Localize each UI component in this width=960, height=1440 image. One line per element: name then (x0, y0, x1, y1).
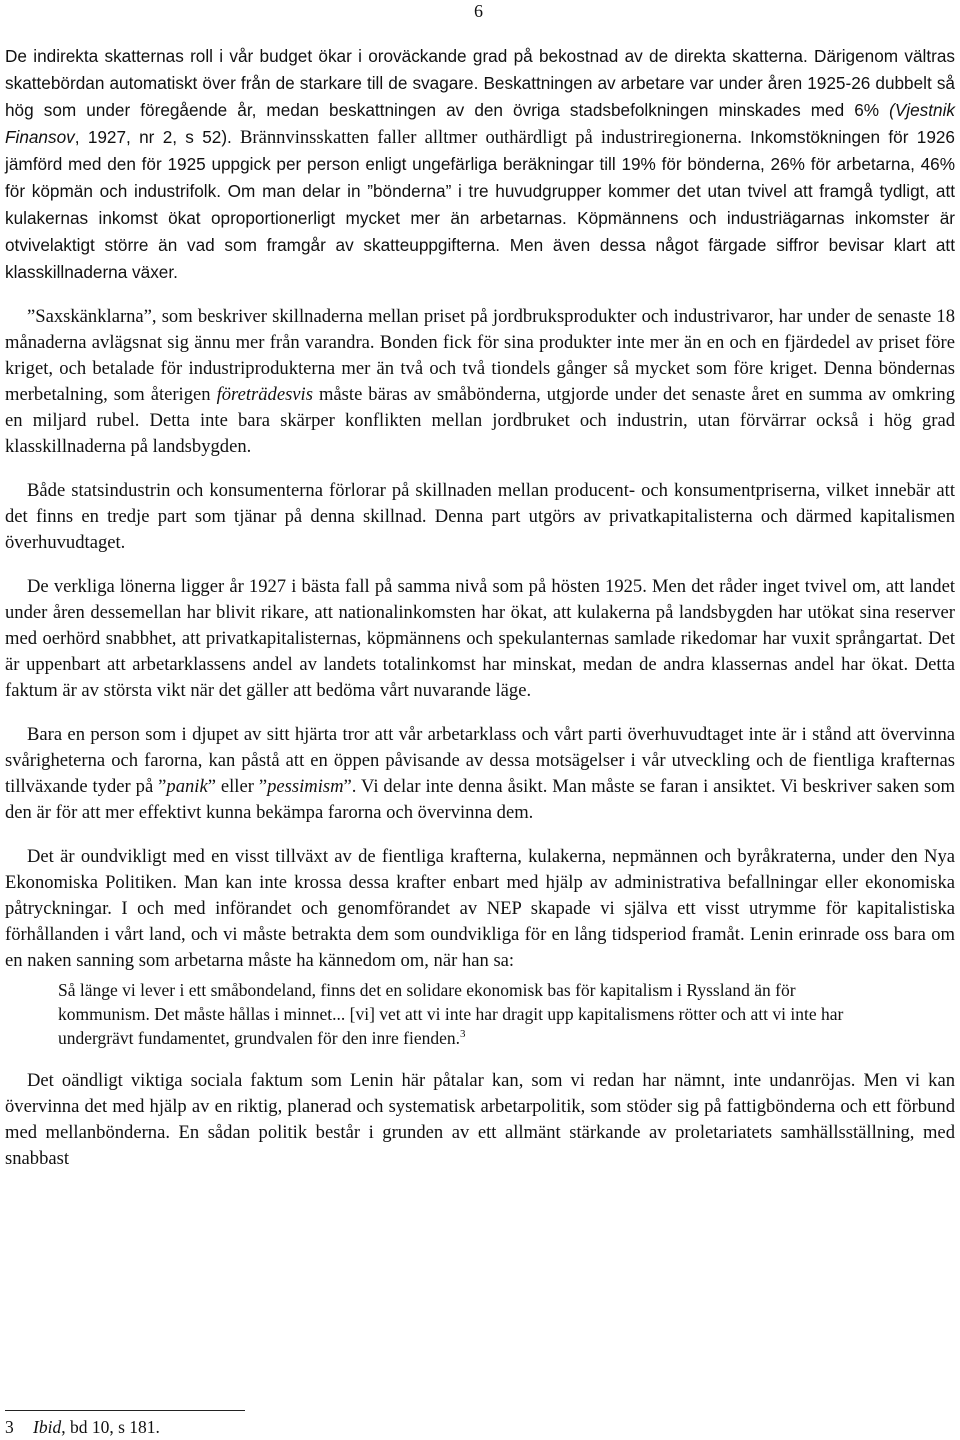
paragraph-state-industry: Både statsindustrin och konsumenterna förlorar på skillnaden mellan producent- och konsumentpriserna, vilket innebär att det finns en tredje part som tjänar på denna skillnad. Denna part utgörs av privatkapitalisterna och därmed kapitalismen överhuvudtaget. (5, 480, 955, 553)
emphasis-pessimism: pessimism (267, 776, 344, 797)
emphasis-panik: panik (166, 776, 208, 797)
lenin-quote: Så länge vi lever i ett småbondeland, finns det en solidare ekonomisk bas för kapitalism i Ryssland än för kommunism. Det måste hållas i minnet... [vi] vet att vi inte har dragit upp kapitalismens rötter och att vi inte har undergrävt fundamentet, grundvalen för den inre fienden.$^3$ (58, 980, 844, 1048)
body-text (5, 43, 955, 1172)
footnote-number: 3 (5, 1417, 14, 1437)
footnote (5, 1416, 160, 1438)
page-number: 6 (474, 1, 483, 21)
paragraph-price-scissors: ”Saxskänklarna”, som beskriver skillnaderna mellan priset på jordbruksprodukter och industrivaror, har under de senaste 18 månaderna avlägsnat sig ännu mer från varandra. Bonden fick för sina produkter inte mer än en och en fjärdedel av priset före kriget, och betalade för industriprodukterna mer än två och två tiondels gånger så mycket som före kriget. Denna böndernas merbetalning, som återigen företrädesvis måste bäras av småbönderna, utgjorde under det senaste året en summa av omkring en miljard rubel. Detta inte bara skärper konflikten mellan jordbruket och industrin, utan förvärrar också i hög grad klasskillnaderna på landsbygden. (5, 306, 955, 457)
paragraph-panic-pessimism: Bara en person som i djupet av sitt hjärta tror att vår arbetarklass och vårt parti överhuvudtaget inte är i stånd att övervinna svårigheterna och farorna, kan påstå att en öppen påvisande av dessa motsägelser i vår utveckling och de fientliga krafternas tillväxande tyder på ”panik” eller ”pessimism”. Vi delar inte denna åsikt. Man måste se faran i ansiktet. Vi beskriver saken som den är för att mer effektivt kunna bekämpa farorna och övervinna dem. (5, 724, 955, 823)
paragraph-1-sentence-1: De indirekta skatternas roll i vår budget ökar i oroväckande grad på bekostnad av de direkta skatterna. Därigenom vältras skattebördan automatiskt över från de starkare till de svagare. Beskattningen av arbetare var under åren 1925-26 dubbelt så hög som under föregående år, medan beskattningen av den övriga stadsbefolkningen minskades med 6% (Vjestnik Finansov, 1927, nr 2, s 52). (5, 46, 955, 147)
paragraph-real-wages: De verkliga lönerna ligger år 1927 i bästa fall på samma nivå som på hösten 1925. Men det råder inget tvivel om, att landet under åren dessemellan har blivit rikare, att nationalinkomsten har ökat, att kulakerna på landsbygden har utökat sina reserver med oerhörd snabbhet, att privatkapitalisternas, köpmännens och spekulanternas samlade rikedomar har vuxit språngartat. Det är uppenbart att arbetarklassens andel av landets totalinkomst har minskat, medan de andra klassernas andel har ökat. Detta faktum är av största vikt när det gäller att bedöma vårt nuvarande läge. (5, 576, 955, 701)
emphasis-text: företrädesvis (216, 384, 313, 405)
paragraph-indirect-taxes (5, 43, 955, 286)
footnote-divider (5, 1410, 245, 1411)
paragraph-1-sentence-3: Inkomstökningen för 1926 jämförd med den för 1925 uppgick per person enligt ungefärliga beräkningar till 19% för bönderna, 26% för arbetarna, 46% för köpmän och industrifolk. Om man delar in ”bönderna” i tre huvudgrupper kommer det utan tvivel att framgå tydligt, att kulakernas inkomst ökat oproportionerligt mycket mer än arbetarnas. Köpmännens och industriägarnas inkomster är otvivelaktigt större än vad som framgår av skatteuppgifterna. Men även dessa något färgade siffror bevisar klart att klasskillnaderna växer. (5, 127, 955, 282)
paragraph-social-fact: Det oändligt viktiga sociala faktum som Lenin här påtalar kan, som vi redan har nämnt, inte undanröjas. Men vi kan övervinna det med hjälp av en riktig, planerad och systematisk arbetarpolitik, som stöder sig på fattigbönderna och ett förbund med mellanbönderna. En sådan politik består i grunden av ett allmänt stärkande av proletariatets samhällsställning, med snabbast (5, 1070, 955, 1169)
source-citation: (Vjestnik Finansov (5, 100, 955, 147)
footnote-ibid: Ibid (33, 1417, 62, 1437)
paragraph-nep: Det är oundvikligt med en visst tillväxt av de fientliga krafterna, kulakerna, nepmännen och byråkraterna, under den Nya Ekonomiska Politiken. Man kan inte krossa dessa krafter enbart med hjälp av administrativa befallningar eller ekonomiska påtryckningar. I och med införandet och genomförandet av NEP skapade vi själva ett visst utrymme för kapitalistiska förhållanden i vårt land, och vi måste betrakta dem som oundvikliga för en lång tidsperiod framåt. Lenin erinrade oss bara om en naken sanning som arbetarna måste ha kännedom om, när han sa: (5, 846, 955, 971)
paragraph-1-sentence-2: Brännvinsskatten faller alltmer outhärdligt på industriregionerna. (231, 127, 742, 148)
footnote-text: , bd 10, s 181. (61, 1417, 160, 1437)
footnote-reference[interactable]: 3 (460, 1028, 466, 1040)
